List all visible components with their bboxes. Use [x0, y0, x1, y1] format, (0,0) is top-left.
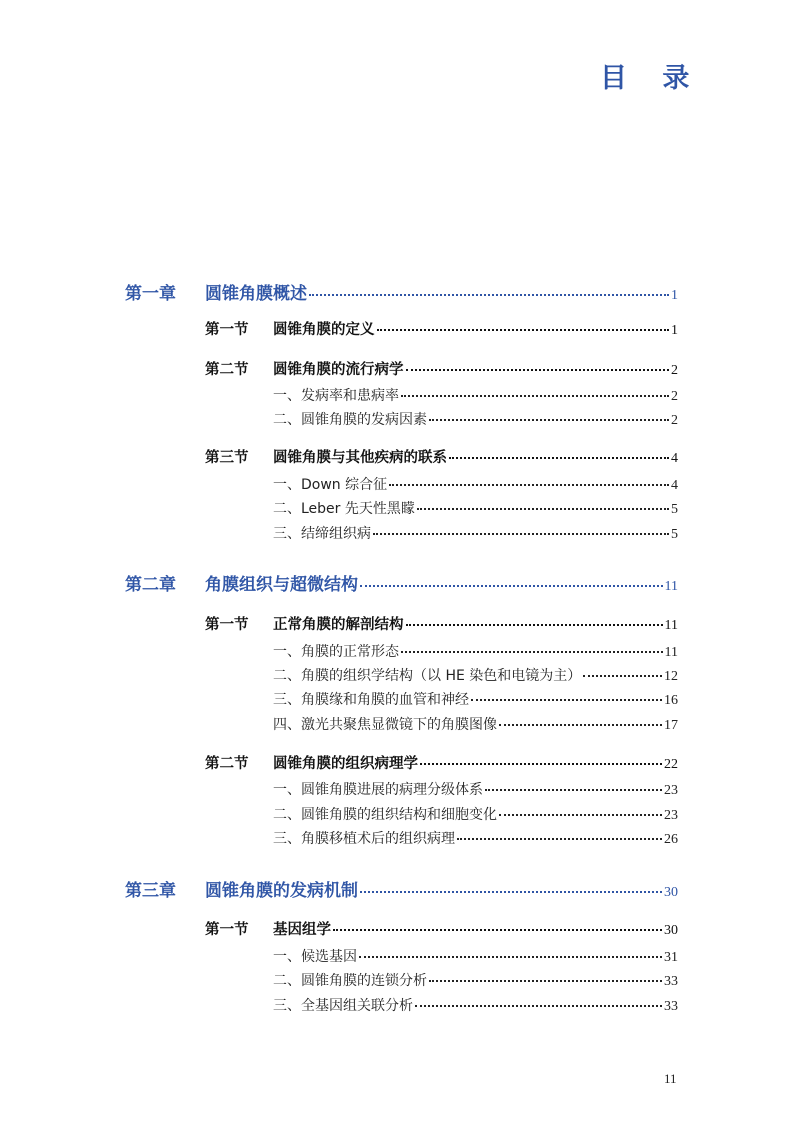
chapter-number: 第二章: [125, 575, 176, 595]
toc-subsection[interactable]: [273, 473, 678, 494]
subsection-title: 三、角膜缘和角膜的血管和神经: [273, 692, 469, 708]
section-number: 第一节: [205, 616, 249, 633]
section-title: 圆锥角膜与其他疾病的联系: [273, 449, 447, 466]
section-title: 圆锥角膜的流行病学: [273, 361, 404, 378]
page-ref: 30: [664, 922, 678, 938]
toc-subsection[interactable]: [273, 969, 678, 990]
leader-dots: [499, 800, 662, 816]
leader-dots: [499, 710, 662, 726]
toc-subsection[interactable]: [273, 945, 678, 966]
subsection-title: 三、全基因组关联分析: [273, 998, 413, 1014]
page-ref: 33: [664, 999, 678, 1014]
leader-dots: [401, 637, 663, 653]
section-number: 第一节: [205, 921, 249, 938]
subsection-title: 二、圆锥角膜的组织结构和细胞变化: [273, 807, 497, 823]
toc-section[interactable]: [205, 612, 678, 634]
toc-section[interactable]: [205, 317, 678, 339]
toc-subsection[interactable]: [273, 497, 678, 518]
toc-section[interactable]: [205, 445, 678, 467]
page-ref: 4: [671, 450, 678, 466]
leader-dots: [420, 748, 662, 765]
subsection-title: 一、Down 综合征: [273, 477, 388, 493]
toc-subsection[interactable]: [273, 522, 678, 543]
toc-subsection[interactable]: [273, 994, 678, 1015]
subsection-title: 三、结缔组织病: [273, 526, 371, 542]
page-ref: 23: [664, 783, 678, 798]
page-title: 目 录: [600, 63, 703, 94]
chapter-title: 圆锥角膜概述: [205, 284, 307, 304]
toc-subsection[interactable]: [273, 408, 678, 429]
chapter-number: 第三章: [125, 881, 176, 901]
leader-dots: [583, 661, 662, 677]
chapter-title: 角膜组织与超微结构: [205, 575, 358, 595]
leader-dots: [360, 874, 662, 893]
toc-subsection[interactable]: [273, 803, 678, 824]
toc-subsection[interactable]: [273, 664, 678, 685]
section-number: 第一节: [205, 321, 249, 338]
subsection-title: 二、Leber 先天性黑矇: [273, 501, 415, 517]
page-ref: 12: [664, 669, 678, 684]
toc-section[interactable]: [205, 751, 678, 773]
page-ref: 31: [664, 950, 678, 965]
section-title: 圆锥角膜的定义: [273, 321, 375, 338]
page-ref: 11: [664, 645, 678, 660]
toc-chapter[interactable]: [125, 570, 678, 595]
subsection-title: 一、角膜的正常形态: [273, 644, 399, 660]
page-ref: 30: [664, 885, 678, 900]
leader-dots: [406, 354, 670, 371]
subsection-title: 一、圆锥角膜进展的病理分级体系: [273, 782, 483, 798]
page-ref: 17: [664, 718, 678, 733]
leader-dots: [457, 824, 662, 840]
page-ref: 2: [671, 389, 678, 404]
section-number: 第二节: [205, 361, 249, 378]
page-ref: 11: [664, 579, 678, 594]
page-ref: 1: [671, 322, 678, 338]
leader-dots: [429, 405, 669, 421]
toc-subsection[interactable]: [273, 688, 678, 709]
page-ref: 5: [671, 502, 678, 517]
subsection-title: 三、角膜移植术后的组织病理: [273, 831, 455, 847]
section-title: 基因组学: [273, 921, 331, 938]
toc-section[interactable]: [205, 917, 678, 939]
subsection-title: 二、角膜的组织学结构（以 HE 染色和电镜为主）: [273, 668, 582, 684]
leader-dots: [485, 775, 662, 791]
page-ref: 22: [664, 756, 678, 772]
leader-dots: [309, 277, 669, 296]
leader-dots: [389, 470, 669, 486]
subsection-title: 二、圆锥角膜的发病因素: [273, 412, 427, 428]
toc-section[interactable]: [205, 357, 678, 379]
toc-subsection[interactable]: [273, 827, 678, 848]
subsection-title: 一、候选基因: [273, 949, 357, 965]
toc-chapter[interactable]: [125, 279, 678, 304]
section-title: 圆锥角膜的组织病理学: [273, 755, 418, 772]
subsection-title: 一、发病率和患病率: [273, 388, 399, 404]
page-ref: 11: [664, 617, 678, 633]
leader-dots: [373, 519, 669, 535]
section-number: 第三节: [205, 449, 249, 466]
chapter-number: 第一章: [125, 284, 176, 304]
leader-dots: [333, 914, 662, 931]
subsection-title: 四、激光共聚焦显微镜下的角膜图像: [273, 717, 497, 733]
leader-dots: [401, 381, 669, 397]
subsection-title: 二、圆锥角膜的连锁分析: [273, 973, 427, 989]
toc-subsection[interactable]: [273, 778, 678, 799]
page-ref: 2: [671, 413, 678, 428]
section-title: 正常角膜的解剖结构: [273, 616, 404, 633]
page-ref: 26: [664, 832, 678, 847]
page-ref: 23: [664, 808, 678, 823]
section-number: 第二节: [205, 755, 249, 772]
toc-subsection[interactable]: [273, 640, 678, 661]
page-ref: 16: [664, 693, 678, 708]
leader-dots: [449, 442, 669, 459]
leader-dots: [359, 942, 662, 958]
page-number: 11: [664, 1071, 677, 1086]
leader-dots: [415, 991, 662, 1007]
leader-dots: [377, 314, 670, 331]
leader-dots: [406, 609, 663, 626]
page-ref: 2: [671, 362, 678, 378]
leader-dots: [471, 685, 662, 701]
chapter-title: 圆锥角膜的发病机制: [205, 881, 358, 901]
leader-dots: [417, 494, 669, 510]
toc-subsection[interactable]: [273, 713, 678, 734]
page-ref: 5: [671, 527, 678, 542]
leader-dots: [429, 966, 662, 982]
leader-dots: [360, 568, 663, 587]
page-ref: 1: [671, 288, 678, 303]
page-ref: 4: [671, 478, 678, 493]
page-ref: 33: [664, 974, 678, 989]
toc-chapter[interactable]: [125, 876, 678, 901]
toc-subsection[interactable]: [273, 384, 678, 405]
